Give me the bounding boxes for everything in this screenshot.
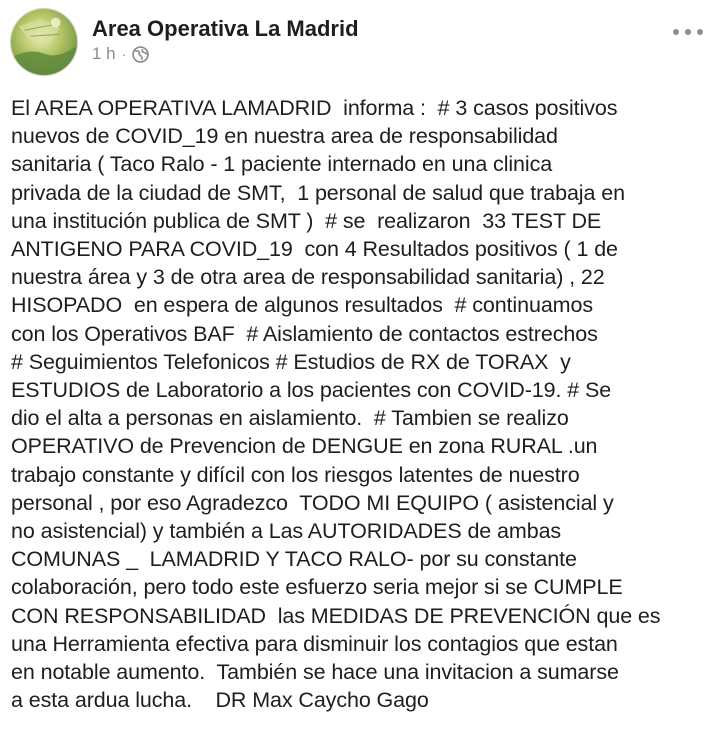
- author-name[interactable]: Area Operativa La Madrid: [92, 16, 359, 41]
- post-meta: [92, 44, 149, 64]
- more-dot: [673, 29, 679, 35]
- post-body-text: El AREA OPERATIVA LAMADRID informa : # 3 casos positivos nuevos de COVID_19 en nuestra area de responsabilidad sanitaria ( Taco Ralo - 1 paciente internado en una clinica privada de la ciudad de SMT, 1 personal de salud que trabaja en una institución publica de SMT ) # se realizaron 33 TEST DE ANTIGENO PARA COVID_19 con 4 Resultados positivos ( 1 de nuestra área y 3 de otra area de responsabilidad sanitaria) , 22 HISOPADO en espera de algunos resultados # continuamos con los Operativos BAF # Aislamiento de contactos estrechos # Seguimientos Telefonicos # Estudios de RX de TORAX y ESTUDIOS de Laboratorio a los pacientes con COVID-19. # Se dio el alta a personas en aislamiento. # Tambien se realizo OPERATIVO de Prevencion de DENGUE en zona RURAL .un trabajo constante y difícil con los riesgos latentes de nuestro personal , por eso Agradezco TODO MI EQUIPO ( asistencial y no asistencial) y también a Las AUTORIDADES de ambas COMUNAS _ LAMADRID Y TACO RALO- por su constante colaboración, pero todo este esfuerzo seria mejor si se CUMPLE CON RESPONSABILIDAD las MEDIDAS DE PREVENCIÓN que es una Herramienta efectiva para disminuir los contagios que estan en notable aumento. También se hace una invitacion a sumarse a esta ardua lucha. DR Max Caycho Gago: [11, 96, 661, 713]
- more-options-icon[interactable]: [673, 22, 703, 42]
- globe-icon[interactable]: [132, 46, 149, 63]
- avatar[interactable]: [10, 8, 78, 76]
- post-time[interactable]: 1 h: [92, 44, 116, 63]
- avatar-image: [11, 9, 77, 75]
- meta-separator: ·: [121, 46, 127, 62]
- more-dot: [685, 29, 691, 35]
- more-dot: [697, 29, 703, 35]
